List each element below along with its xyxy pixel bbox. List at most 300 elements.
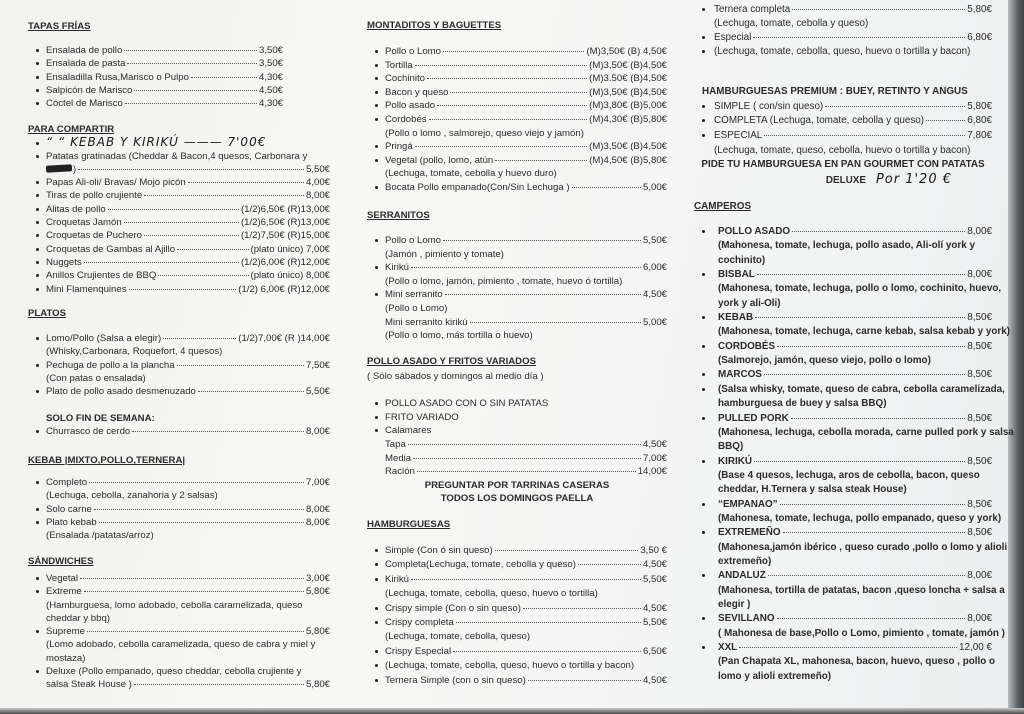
menu-item bbox=[367, 573, 667, 587]
dot-leader bbox=[80, 578, 304, 579]
dot-leader bbox=[572, 187, 641, 188]
section-hamburguesas bbox=[367, 518, 667, 688]
item-name: Croquetas de Gambas al Ajillo bbox=[46, 243, 176, 255]
item-name: Patatas gratinadas (Cheddar & Bacon,4 quesos, Carbonara y bbox=[46, 150, 308, 162]
item-name: Pechuga de pollo a la plancha bbox=[46, 359, 175, 371]
menu-line bbox=[694, 158, 992, 173]
item-name: CORDOBÉS bbox=[718, 340, 776, 352]
item-price: 3,50€ bbox=[258, 58, 283, 70]
dot-leader bbox=[413, 458, 641, 459]
section-para-compartir bbox=[28, 123, 330, 296]
item-price: 8,50€ bbox=[967, 369, 992, 381]
item-price: 4,50€ bbox=[642, 674, 667, 686]
menu-column-2 bbox=[367, 0, 667, 714]
item-price: (M)3,80€ (B)5,00€ bbox=[589, 100, 667, 112]
item-name: (Hamburguesa, lomo adobado, cebolla caramelizada, queso bbox=[46, 599, 303, 611]
menu-item bbox=[367, 261, 667, 275]
item-description bbox=[28, 489, 330, 502]
item-name: (Jamón , pimiento y tomate) bbox=[385, 248, 504, 260]
item-price: 8,50€ bbox=[967, 412, 992, 424]
item-name: Lomo/Pollo (Salsa a elegir) bbox=[46, 332, 162, 344]
item-name: (Lechuga, tomate, cebolla, queso, huevo o tortilla) bbox=[385, 588, 598, 600]
item-name: mostaza) bbox=[46, 652, 86, 664]
menu-item bbox=[367, 288, 667, 302]
item-name: Salpicón de Marisco bbox=[46, 84, 133, 96]
item-name: hamburguesa de buey y salsa BBQ) bbox=[718, 398, 887, 410]
item-name: PREGUNTAR POR TARRINAS CASERAS bbox=[424, 479, 610, 491]
item-name: (Lechuga, tomate, cebolla, queso) bbox=[385, 631, 531, 643]
item-name: cheddar, H.Ternera y salsa steak House) bbox=[718, 484, 907, 496]
item-name: (Mahonesa, tomate, lechuga, pollo asado, Ali-olí york y bbox=[718, 240, 975, 252]
dot-leader bbox=[415, 65, 587, 66]
item-description bbox=[28, 529, 330, 542]
menu-item bbox=[694, 526, 992, 540]
item-name: Mini serranito kirikú bbox=[385, 316, 468, 328]
item-name: (Mahonesa,jamón ibérico , queso curado ,pollo o lomo y alioli bbox=[718, 541, 1008, 553]
menu-item bbox=[28, 283, 330, 296]
item-price: 5,00€ bbox=[642, 181, 667, 193]
item-price: 5,50€ bbox=[642, 234, 667, 246]
menu-item bbox=[28, 503, 330, 516]
item-description bbox=[694, 397, 992, 411]
item-name: elegir ) bbox=[718, 598, 751, 610]
item-name: (Mahonesa, tortilla de patatas, bacon ,queso loncha + salsa a bbox=[718, 584, 1005, 596]
item-name: Mini Flamenquines bbox=[46, 283, 127, 295]
item-price: 5,50€ bbox=[642, 573, 667, 585]
dot-leader bbox=[926, 120, 965, 121]
item-name: (Whisky,Carbonara, Roquefort, 4 quesos) bbox=[46, 346, 223, 358]
photo-edge-right bbox=[1008, 0, 1024, 714]
item-name: ANDALUZ bbox=[718, 570, 766, 582]
item-price: (M)3,50€ (B)4,50€ bbox=[589, 59, 667, 71]
item-description bbox=[367, 659, 667, 673]
item-price: (M)3,50€ (B)4,50€ bbox=[589, 141, 667, 153]
item-price: (plato único) 7,00€ bbox=[250, 243, 330, 255]
item-name: Pollo asado bbox=[385, 100, 436, 112]
dot-leader bbox=[523, 608, 641, 609]
menu-item bbox=[28, 516, 330, 529]
menu-item bbox=[28, 97, 283, 110]
item-price: (1/2)6,50€ (R)13,00€ bbox=[240, 203, 330, 215]
dot-leader bbox=[188, 182, 304, 183]
section-serranitos bbox=[367, 209, 667, 343]
dot-leader bbox=[470, 322, 641, 323]
dot-leader bbox=[124, 222, 239, 223]
item-name: SIMPLE ( con/sin queso) bbox=[714, 100, 824, 112]
item-description bbox=[367, 630, 667, 644]
item-price: 8,50€ bbox=[967, 340, 992, 352]
section-tapas-frias bbox=[28, 20, 283, 110]
item-name: cochinito) bbox=[718, 254, 766, 266]
item-description bbox=[28, 652, 330, 665]
section-lines bbox=[28, 476, 330, 542]
item-description bbox=[694, 45, 992, 59]
item-name: ESPECIAL bbox=[714, 130, 763, 142]
item-price: (1/2)6,00€ (R)12,00€ bbox=[240, 256, 330, 268]
menu-item bbox=[28, 150, 330, 163]
dot-leader bbox=[99, 522, 304, 523]
item-price: 5,80€ bbox=[967, 4, 992, 15]
dot-leader bbox=[780, 504, 966, 505]
item-price: 8,00€ bbox=[967, 226, 992, 238]
item-name: Pollo o Lomo bbox=[385, 234, 441, 246]
menu-item bbox=[28, 625, 330, 638]
item-price: 5,80€ bbox=[967, 100, 992, 112]
dot-leader bbox=[163, 338, 236, 339]
item-price: 4,50€ bbox=[642, 559, 667, 571]
item-description bbox=[694, 440, 992, 454]
menu-item bbox=[694, 340, 992, 354]
menu-line bbox=[28, 398, 330, 411]
dot-leader bbox=[198, 391, 304, 392]
menu-line bbox=[367, 492, 667, 506]
item-name: (Ensalada /patatas/arroz) bbox=[46, 530, 154, 542]
menu-column-1 bbox=[28, 0, 330, 714]
item-name: (Salmorejo, jamón, queso viejo, pollo o lomo) bbox=[718, 355, 931, 367]
menu-line bbox=[28, 163, 330, 176]
item-price: (1/2) 6,00€ (R)12,00€ bbox=[238, 283, 330, 295]
item-name: EXTREMEÑO bbox=[718, 527, 781, 539]
item-name: york y ali-Oli) bbox=[718, 297, 781, 309]
dot-leader bbox=[124, 50, 257, 51]
dot-leader bbox=[134, 90, 257, 91]
item-price: 8,00€ bbox=[305, 516, 330, 528]
menu-item bbox=[367, 86, 667, 100]
item-name: Crispy Especial bbox=[385, 645, 452, 657]
handwritten-price-note: Por 1'20 € bbox=[875, 172, 952, 188]
menu-item bbox=[367, 113, 667, 127]
item-price: 8,50€ bbox=[967, 498, 992, 510]
section-lines bbox=[367, 45, 667, 195]
item-price: 3,50€ bbox=[258, 44, 283, 56]
item-description bbox=[367, 302, 667, 316]
item-name: Cordobés bbox=[385, 113, 427, 125]
item-price: 5,80€ bbox=[305, 586, 330, 598]
item-name: Plato kebab bbox=[46, 516, 97, 528]
menu-item bbox=[694, 114, 992, 129]
menu-item bbox=[367, 544, 667, 558]
item-name: KEBAB bbox=[718, 312, 754, 324]
item-price: 8,00€ bbox=[305, 426, 330, 438]
section-lines bbox=[28, 332, 330, 438]
item-price: (1/2)7,50€ (R)15,00€ bbox=[240, 230, 330, 242]
dot-leader bbox=[764, 374, 965, 375]
section-title: MONTADITOS Y BAGUETTES bbox=[367, 20, 502, 31]
item-name: (Con patas o ensalada) bbox=[46, 372, 146, 384]
section-montaditos bbox=[367, 19, 667, 195]
dot-leader bbox=[134, 684, 304, 685]
section-title: PARA COMPARTIR bbox=[28, 124, 115, 135]
item-name: BISBAL bbox=[718, 269, 755, 281]
menu-item bbox=[367, 72, 667, 86]
dot-leader bbox=[411, 579, 641, 580]
section-lines bbox=[28, 44, 283, 110]
item-description bbox=[28, 599, 330, 612]
item-name: (Mahonesa, tomate, lechuga, pollo empanado, queso y york) bbox=[718, 512, 1002, 524]
item-description bbox=[694, 254, 992, 268]
item-name: (Pan Chapata XL, mahonesa, bacon, huevo, queso , pollo o bbox=[718, 656, 996, 668]
dot-leader bbox=[417, 471, 636, 472]
item-name: Kirikú bbox=[385, 262, 409, 274]
menu-item bbox=[367, 602, 667, 616]
section-title: HAMBURGUESAS PREMIUM : BUEY, RETINTO Y ANGUS bbox=[702, 86, 968, 97]
menu-item bbox=[28, 84, 283, 97]
item-name: Cóctel de Marisco bbox=[46, 98, 123, 110]
item-name: (Mahonesa, lechuga, cebolla morada, carne pulled pork y salsa bbox=[718, 426, 1014, 438]
item-name: (Pollo o Lomo) bbox=[385, 302, 448, 314]
menu-item bbox=[367, 99, 667, 113]
item-price: 7,80€ bbox=[967, 130, 992, 142]
item-name: Plato de pollo asado desmenuzado bbox=[46, 386, 196, 398]
item-name: Croquetas de Puchero bbox=[46, 230, 142, 242]
menu-item bbox=[28, 385, 330, 398]
menu-item bbox=[367, 674, 667, 688]
menu-item bbox=[694, 641, 992, 655]
item-name: (Pollo o lomo , salmorejo, queso viejo y jamón) bbox=[385, 127, 584, 139]
item-name: Completo bbox=[46, 476, 88, 488]
item-name: “EMPANAO” bbox=[718, 498, 778, 510]
item-description bbox=[694, 555, 992, 569]
item-name: (Lechuga, tomate, cebolla y huevo duro) bbox=[385, 168, 557, 180]
dot-leader bbox=[764, 135, 965, 136]
dot-leader bbox=[94, 509, 304, 510]
item-name: Extreme bbox=[46, 586, 82, 598]
item-price: 5,80€ bbox=[305, 679, 330, 691]
menu-line bbox=[367, 465, 667, 479]
dot-leader bbox=[528, 680, 641, 681]
item-price: (M)4,30€ (B)5,80€ bbox=[589, 113, 667, 125]
item-description bbox=[694, 483, 992, 497]
item-name: Media bbox=[385, 452, 412, 464]
menu-item bbox=[28, 189, 330, 202]
dot-leader bbox=[84, 591, 304, 592]
menu-item bbox=[28, 216, 330, 229]
dot-leader bbox=[495, 550, 639, 551]
menu-item bbox=[367, 234, 667, 248]
item-name: Tapa bbox=[385, 438, 406, 450]
item-name: Simple (Con ó sin queso) bbox=[385, 544, 493, 556]
menu-line bbox=[367, 479, 667, 493]
dot-leader bbox=[78, 169, 304, 170]
item-description bbox=[694, 512, 1002, 526]
dot-leader bbox=[757, 274, 966, 275]
item-name: PULLED PORK bbox=[718, 412, 789, 424]
section-platos bbox=[28, 307, 330, 438]
menu-item bbox=[694, 129, 992, 144]
dot-leader bbox=[443, 240, 641, 241]
menu-item bbox=[694, 368, 992, 382]
item-name: Anillos Crujientes de BBQ bbox=[46, 270, 157, 282]
item-name: cheddar y bbq) bbox=[46, 612, 110, 624]
item-description bbox=[694, 17, 992, 31]
section-title: SERRANITOS bbox=[367, 210, 430, 221]
item-name: Vegetal (pollo, lomo, atún bbox=[385, 154, 494, 166]
menu-item bbox=[28, 332, 330, 345]
item-name: COMPLETA (Lechuga, tomate, cebolla y queso) bbox=[714, 115, 925, 127]
section-pollo-asado bbox=[367, 355, 667, 506]
dot-leader bbox=[415, 146, 587, 147]
menu-item bbox=[367, 558, 667, 572]
menu-item bbox=[28, 176, 330, 189]
dot-leader bbox=[777, 346, 965, 347]
section-lines bbox=[694, 225, 1014, 684]
item-description bbox=[694, 297, 992, 311]
item-name: MARCOS bbox=[718, 369, 762, 381]
item-name: (Mahonesa, tomate, lechuga, carne kebab, salsa kebab y york) bbox=[718, 326, 1010, 338]
item-price: (M)3,50€ (B)4,50€ bbox=[589, 86, 667, 98]
item-price: 5,00€ bbox=[642, 316, 667, 328]
item-name: Nuggets bbox=[46, 256, 82, 268]
section-title: HAMBURGUESAS bbox=[367, 519, 451, 530]
item-name: ( Sólo sábados y domingos al medio día ) bbox=[367, 370, 544, 382]
menu-line bbox=[28, 412, 330, 425]
menu-line bbox=[367, 384, 667, 398]
menu-item bbox=[367, 424, 667, 438]
item-description bbox=[367, 275, 667, 289]
dot-leader bbox=[127, 63, 257, 64]
item-price: 8,50€ bbox=[967, 312, 992, 324]
menu-item bbox=[28, 425, 330, 438]
section-title: PLATOS bbox=[28, 308, 67, 319]
item-name: POLLO ASADO CON O SIN PATATAS bbox=[385, 398, 549, 410]
item-name: Especial bbox=[714, 32, 752, 43]
deluxe-label: DELUXE bbox=[825, 175, 866, 187]
dot-leader bbox=[450, 92, 587, 93]
menu-line bbox=[367, 452, 667, 466]
section-title: SÁNDWICHES bbox=[28, 556, 94, 567]
menu-item bbox=[694, 311, 992, 325]
section-title: CAMPEROS bbox=[694, 201, 752, 212]
item-name: Bocata Pollo empanado(Con/Sin Lechuga ) bbox=[385, 181, 570, 193]
menu-line bbox=[367, 438, 667, 452]
item-name: Deluxe (Pollo empanado, queso cheddar, cebolla crujiente y bbox=[46, 666, 302, 678]
item-price: 4,30€ bbox=[258, 71, 283, 83]
item-name: Crispy completa bbox=[385, 616, 454, 628]
dot-leader bbox=[578, 564, 641, 565]
menu-item bbox=[694, 268, 992, 282]
item-name: Solo carne bbox=[46, 503, 92, 515]
dot-leader bbox=[125, 103, 257, 104]
section-lines bbox=[28, 136, 330, 296]
item-name: (Pollo o lomo, jamón, pimiento , tomate, huevo ó tortilla) bbox=[385, 275, 623, 287]
dot-leader bbox=[825, 106, 965, 107]
item-price: 4,30€ bbox=[258, 98, 283, 110]
item-price: 5,50€ bbox=[305, 163, 330, 175]
item-price: 8,50€ bbox=[967, 527, 992, 539]
item-price: (M)3.50€ (B)4,50€ bbox=[589, 73, 667, 85]
item-description bbox=[694, 426, 1014, 440]
item-name: salsa Steak House ) bbox=[46, 679, 132, 691]
item-price: (plato único) 8,00€ bbox=[250, 270, 330, 282]
dot-leader bbox=[132, 431, 304, 432]
section-title: POLLO ASADO Y FRITOS VARIADOS bbox=[367, 356, 536, 367]
dot-leader bbox=[456, 622, 641, 623]
menu-item bbox=[28, 203, 330, 216]
section-lines bbox=[28, 572, 330, 692]
dot-leader bbox=[158, 275, 248, 276]
menu-item bbox=[367, 45, 667, 59]
dot-leader bbox=[427, 78, 587, 79]
dot-leader bbox=[495, 160, 587, 161]
menu-item bbox=[28, 243, 330, 256]
dot-leader bbox=[87, 631, 304, 632]
dot-leader bbox=[177, 365, 304, 366]
item-price: 4,00€ bbox=[305, 177, 330, 189]
item-price: 4,50€ bbox=[642, 602, 667, 614]
dot-leader bbox=[191, 77, 257, 78]
item-name: Supreme bbox=[46, 626, 85, 638]
dot-leader bbox=[792, 9, 965, 10]
item-price: 4,50€ bbox=[642, 289, 667, 301]
item-description bbox=[694, 144, 992, 159]
item-price: 8,00€ bbox=[967, 570, 992, 582]
item-price: (1/2)7,00€ (R )14,00€ bbox=[238, 332, 330, 344]
dot-leader bbox=[89, 482, 304, 483]
item-name: Tortilla bbox=[385, 59, 413, 71]
dot-leader bbox=[177, 249, 248, 250]
section-kebab bbox=[28, 454, 330, 542]
item-price: 12,00 € bbox=[959, 642, 992, 653]
section-camperos bbox=[694, 200, 1014, 684]
item-price: 3,50 € bbox=[640, 544, 667, 556]
item-description bbox=[694, 670, 992, 684]
item-description bbox=[367, 167, 667, 181]
menu-item bbox=[28, 585, 330, 598]
section-hamburguesas-premium bbox=[694, 85, 992, 188]
item-name: Mini serranito bbox=[385, 289, 443, 301]
dot-leader bbox=[144, 235, 239, 236]
item-description bbox=[367, 329, 667, 343]
item-description bbox=[367, 370, 667, 384]
scribbled-out-text bbox=[46, 164, 72, 172]
item-name: Pringá bbox=[385, 141, 413, 153]
menu-item bbox=[694, 31, 992, 45]
dot-leader bbox=[129, 289, 237, 290]
menu-item bbox=[28, 665, 330, 678]
item-price: (M)3,50€ (B) 4,50€ bbox=[586, 45, 667, 57]
menu-item bbox=[28, 359, 330, 372]
item-name: Ensaladilla Rusa,Marisco o Pulpo bbox=[46, 71, 189, 83]
menu-item bbox=[367, 645, 667, 659]
menu-line bbox=[28, 678, 330, 691]
dot-leader bbox=[791, 418, 966, 419]
item-name: (Lomo adobado, cebolla caramelizada, queso de cabra y miel y bbox=[46, 639, 316, 651]
item-name: Ración bbox=[385, 466, 415, 478]
item-price: 5,50€ bbox=[642, 616, 667, 628]
dot-leader bbox=[443, 51, 584, 52]
item-price: (1/2)6,50€ (R)13,00€ bbox=[240, 217, 330, 229]
item-name: PIDE TU HAMBURGUESA EN PAN GOURMET CON PATATAS bbox=[701, 159, 985, 171]
item-description bbox=[28, 345, 330, 358]
item-name: SEVILLANO bbox=[718, 613, 775, 625]
item-name: TODOS LOS DOMINGOS PAELLA bbox=[440, 493, 594, 505]
item-description bbox=[28, 372, 330, 385]
item-name: (Base 4 quesos, lechuga, aros de cebolla, bacon, queso bbox=[718, 469, 980, 481]
handwritten-note: “ “ KEBAB Y KIRIKÚ ——— 7'00€ bbox=[46, 135, 267, 150]
menu-item bbox=[28, 71, 283, 84]
item-name: Ensalada de pollo bbox=[46, 44, 123, 56]
item-description bbox=[367, 127, 667, 141]
item-description bbox=[694, 541, 1008, 555]
item-description bbox=[367, 587, 667, 601]
item-name: ) bbox=[73, 163, 77, 175]
dot-leader bbox=[453, 651, 641, 652]
item-name: Papas Ali-oli/ Bravas/ Mojo picón bbox=[46, 177, 186, 189]
item-description bbox=[694, 282, 1002, 296]
item-name: Crispy simple (Con o sin queso) bbox=[385, 602, 521, 614]
menu-item bbox=[28, 572, 330, 585]
item-name: Calamares bbox=[385, 425, 432, 437]
